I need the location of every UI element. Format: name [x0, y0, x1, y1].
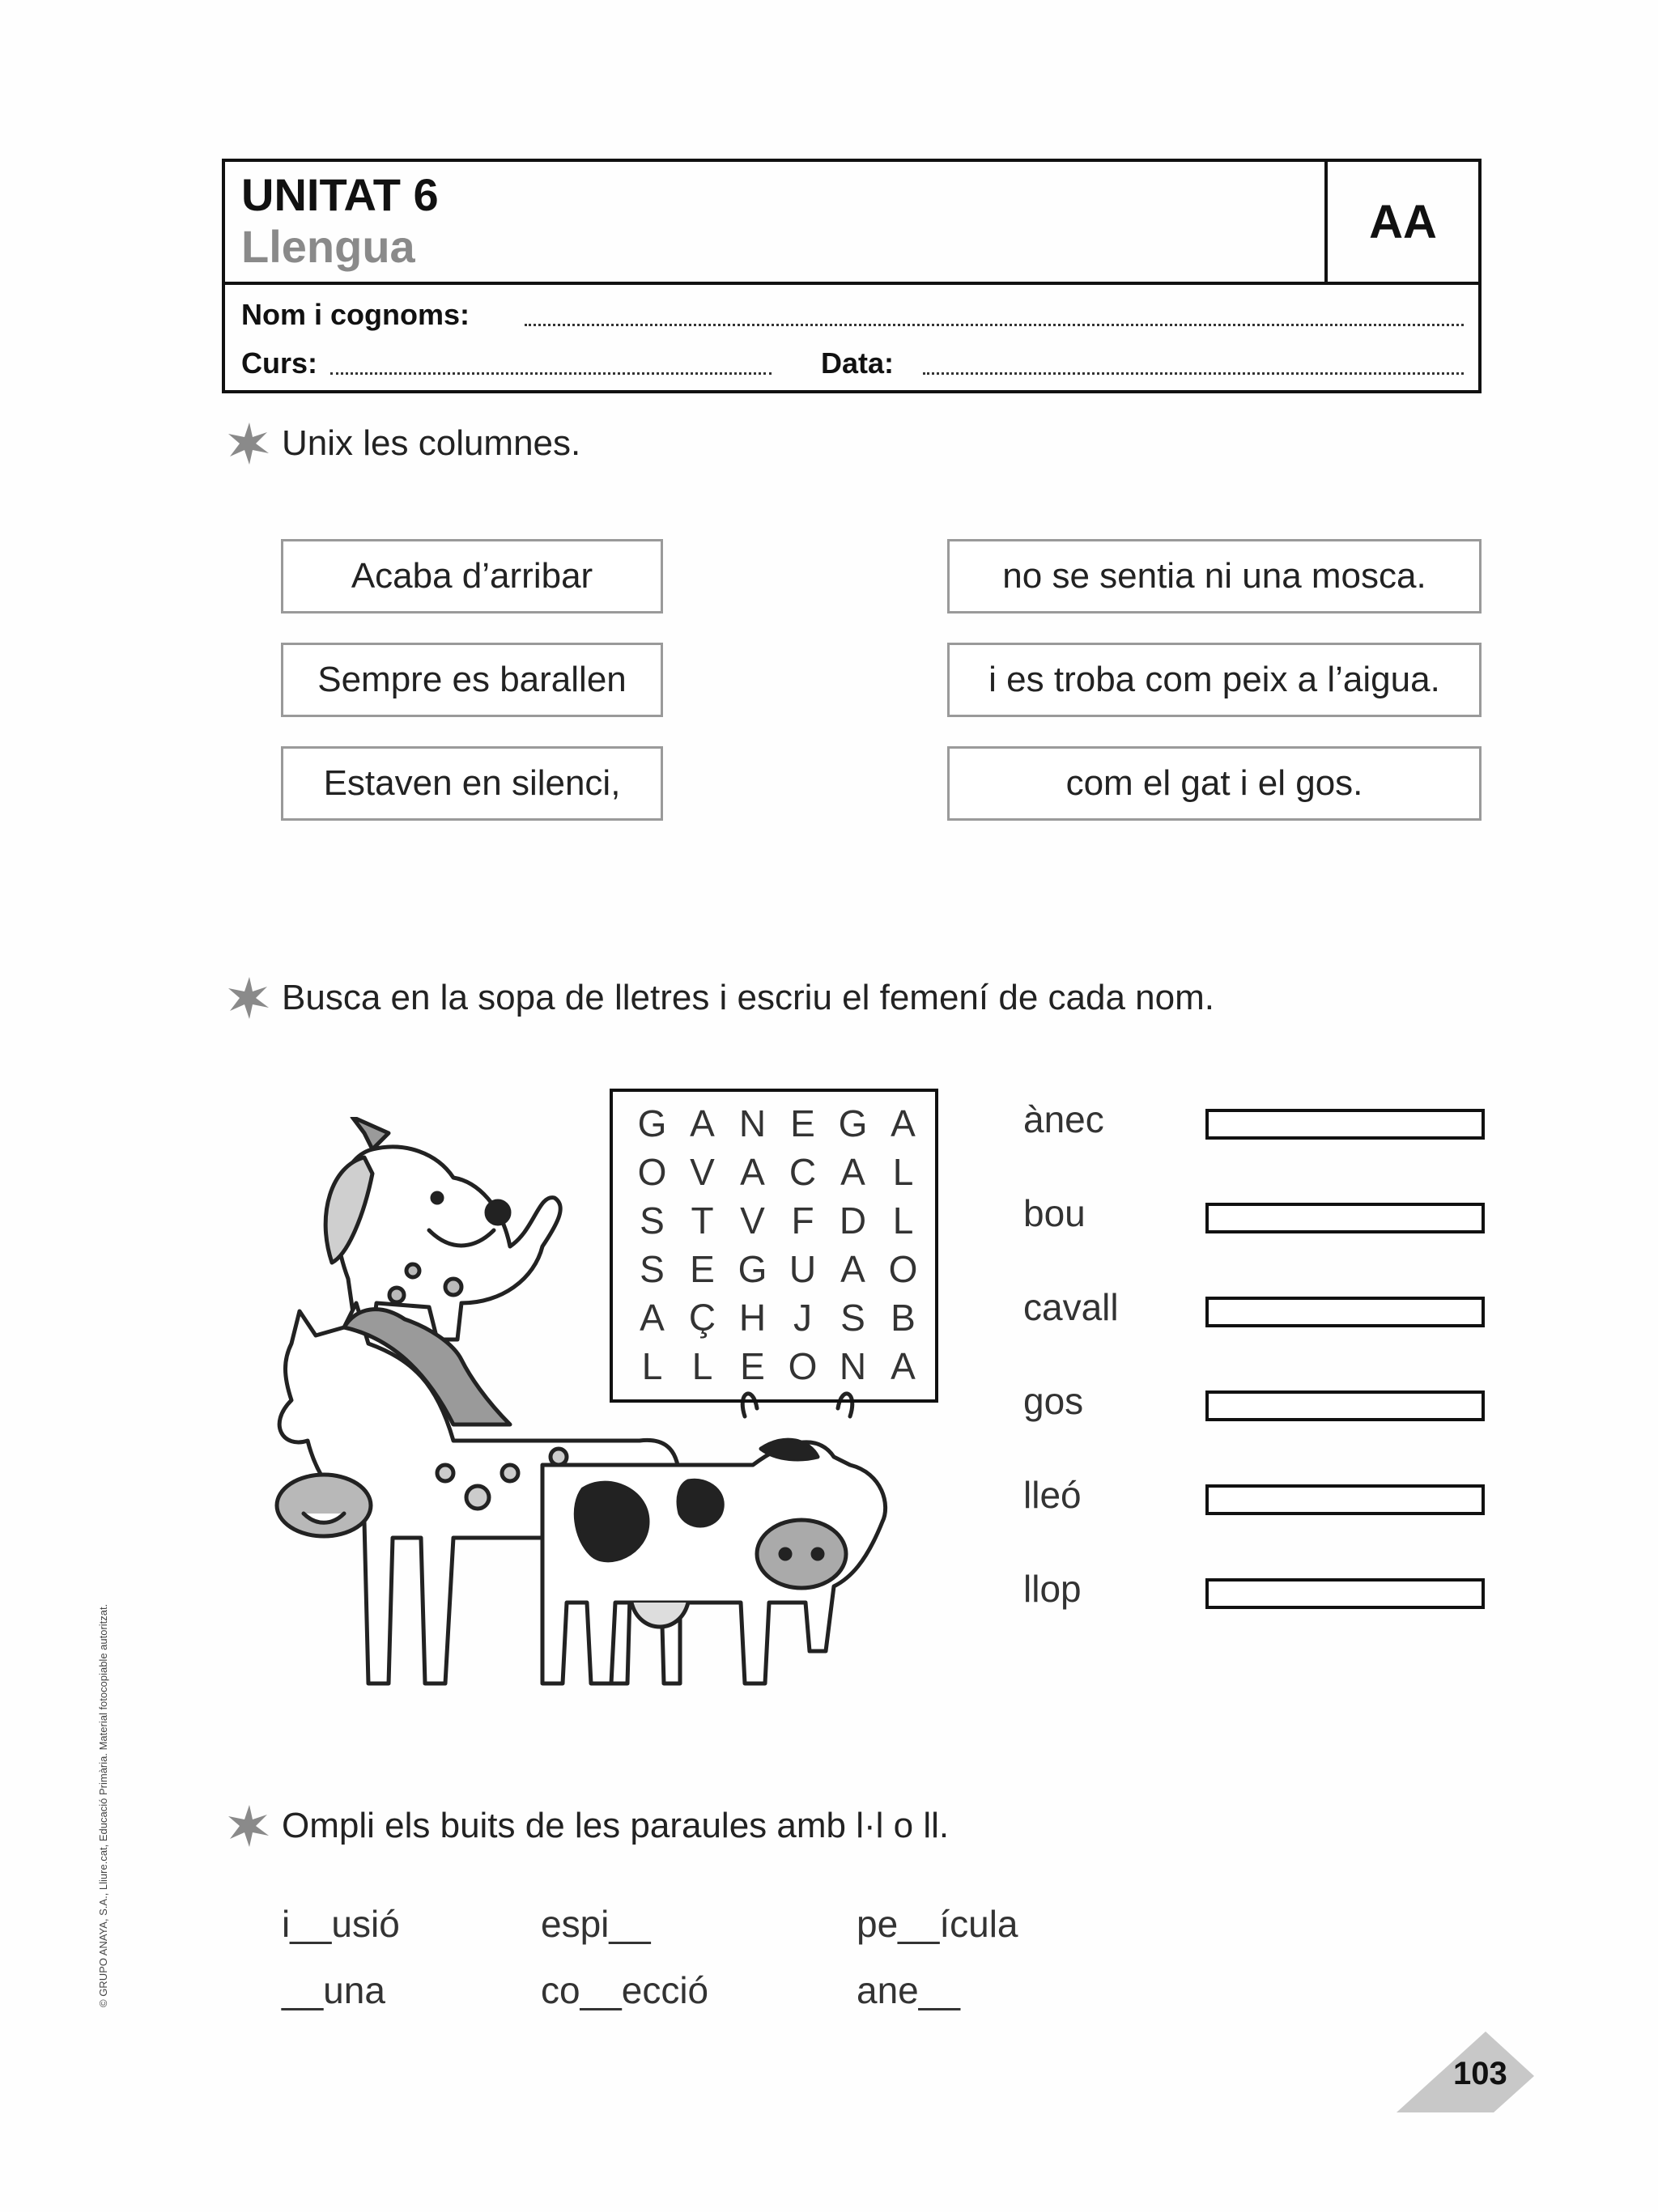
instruction-text: Ompli els buits de les paraules amb l·l o ll. [282, 1806, 950, 1845]
grid-letter[interactable]: F [791, 1199, 815, 1242]
noun-word: gos [1023, 1380, 1084, 1422]
grid-letter[interactable]: A [840, 1248, 866, 1290]
match-left-item[interactable]: Sempre es barallen [281, 643, 663, 717]
star-icon [225, 975, 270, 1021]
fill-word[interactable]: pe__ícula [857, 1903, 1018, 1945]
grid-letter[interactable]: S [840, 1297, 866, 1339]
match-right-item[interactable]: com el gat i el gos. [947, 746, 1482, 821]
fill-word[interactable]: ane__ [857, 1969, 960, 2011]
grid-letter[interactable]: G [637, 1102, 668, 1144]
page-number-tab [1397, 2032, 1534, 2116]
star-icon [225, 1803, 270, 1849]
word-search-row [627, 1102, 929, 1145]
noun-word: llop [1023, 1568, 1082, 1610]
word-search-row [627, 1296, 929, 1340]
grid-letter[interactable]: L [641, 1345, 664, 1387]
exercise2-instruction [225, 975, 1214, 1021]
grid-letter[interactable]: O [637, 1151, 668, 1193]
word-search-grid [610, 1089, 938, 1403]
grid-letter[interactable]: S [640, 1199, 665, 1242]
grid-letter[interactable]: Ç [688, 1297, 717, 1339]
fill-word[interactable]: co__ecció [541, 1969, 709, 2011]
worksheet-header [222, 159, 1482, 393]
name-field-line[interactable] [525, 324, 1464, 326]
grid-letter[interactable]: E [740, 1345, 766, 1387]
grid-letter[interactable]: L [892, 1199, 915, 1242]
answer-box[interactable] [1205, 1203, 1485, 1233]
name-label: Nom i cognoms: [241, 298, 470, 331]
page-number: 103 [1453, 2056, 1507, 2091]
grid-letter[interactable]: G [838, 1102, 869, 1144]
word-search-row [627, 1199, 929, 1242]
date-label: Data: [821, 346, 895, 380]
grid-letter[interactable]: S [640, 1248, 665, 1290]
grid-letter[interactable]: A [891, 1102, 916, 1144]
grid-letter[interactable]: T [691, 1199, 715, 1242]
noun-word: cavall [1023, 1286, 1119, 1328]
noun-word: bou [1023, 1192, 1086, 1234]
word-search-row [627, 1150, 929, 1194]
grid-letter[interactable]: D [839, 1199, 868, 1242]
grid-letter[interactable]: L [892, 1151, 915, 1193]
instruction-text: Unix les columnes. [282, 423, 581, 463]
date-field-line[interactable] [923, 372, 1464, 375]
grid-letter[interactable]: A [840, 1151, 866, 1193]
header-title-row [225, 162, 1478, 285]
grid-letter[interactable]: O [788, 1345, 818, 1387]
grid-letter[interactable]: A [891, 1345, 916, 1387]
grid-letter[interactable]: N [738, 1102, 767, 1144]
exercise3-instruction [225, 1803, 949, 1849]
level-badge: AA [1324, 162, 1478, 282]
fill-word[interactable]: __una [282, 1969, 385, 2011]
match-left-item[interactable]: Acaba d’arribar [281, 539, 663, 614]
answer-box[interactable] [1205, 1390, 1485, 1421]
grid-letter[interactable]: O [888, 1248, 919, 1290]
instruction-text: Busca en la sopa de lletres i escriu el femení de cada nom. [282, 978, 1214, 1017]
noun-word: ànec [1023, 1098, 1104, 1140]
grid-letter[interactable]: A [640, 1297, 665, 1339]
noun-word: lleó [1023, 1474, 1082, 1516]
grid-letter[interactable]: G [738, 1248, 768, 1290]
exercise1-instruction [225, 421, 580, 466]
grid-letter[interactable]: N [839, 1345, 868, 1387]
word-search-row [627, 1344, 929, 1388]
grid-letter[interactable]: V [740, 1199, 766, 1242]
answer-box[interactable] [1205, 1297, 1485, 1327]
unit-title: UNITAT 6 [241, 169, 439, 220]
grid-letter[interactable]: A [740, 1151, 766, 1193]
fill-word[interactable]: espi__ [541, 1903, 651, 1945]
subject-title: Llengua [241, 221, 415, 272]
grid-letter[interactable]: C [789, 1151, 818, 1193]
grid-letter[interactable]: E [790, 1102, 816, 1144]
match-right-item[interactable]: no se sentia ni una mosca. [947, 539, 1482, 614]
grid-letter[interactable]: A [690, 1102, 716, 1144]
star-icon [225, 421, 270, 466]
grid-letter[interactable]: E [690, 1248, 716, 1290]
grid-letter[interactable]: L [691, 1345, 714, 1387]
copyright-notice: © GRUPO ANAYA, S.A., Lliure.cat, Educació Primària. Material fotocopiable autoritzat. [97, 1603, 109, 2007]
course-field-line[interactable] [330, 372, 772, 375]
word-search-row [627, 1247, 929, 1291]
grid-letter[interactable]: J [793, 1297, 813, 1339]
grid-letter[interactable]: H [738, 1297, 767, 1339]
grid-letter[interactable]: U [789, 1248, 818, 1290]
match-left-item[interactable]: Estaven en silenci, [281, 746, 663, 821]
grid-letter[interactable]: V [690, 1151, 716, 1193]
answer-box[interactable] [1205, 1578, 1485, 1609]
match-right-item[interactable]: i es troba com peix a l’aigua. [947, 643, 1482, 717]
fill-word[interactable]: i__usió [282, 1903, 400, 1945]
grid-letter[interactable]: B [891, 1297, 916, 1339]
answer-box[interactable] [1205, 1109, 1485, 1140]
answer-box[interactable] [1205, 1484, 1485, 1515]
course-label: Curs: [241, 346, 318, 380]
